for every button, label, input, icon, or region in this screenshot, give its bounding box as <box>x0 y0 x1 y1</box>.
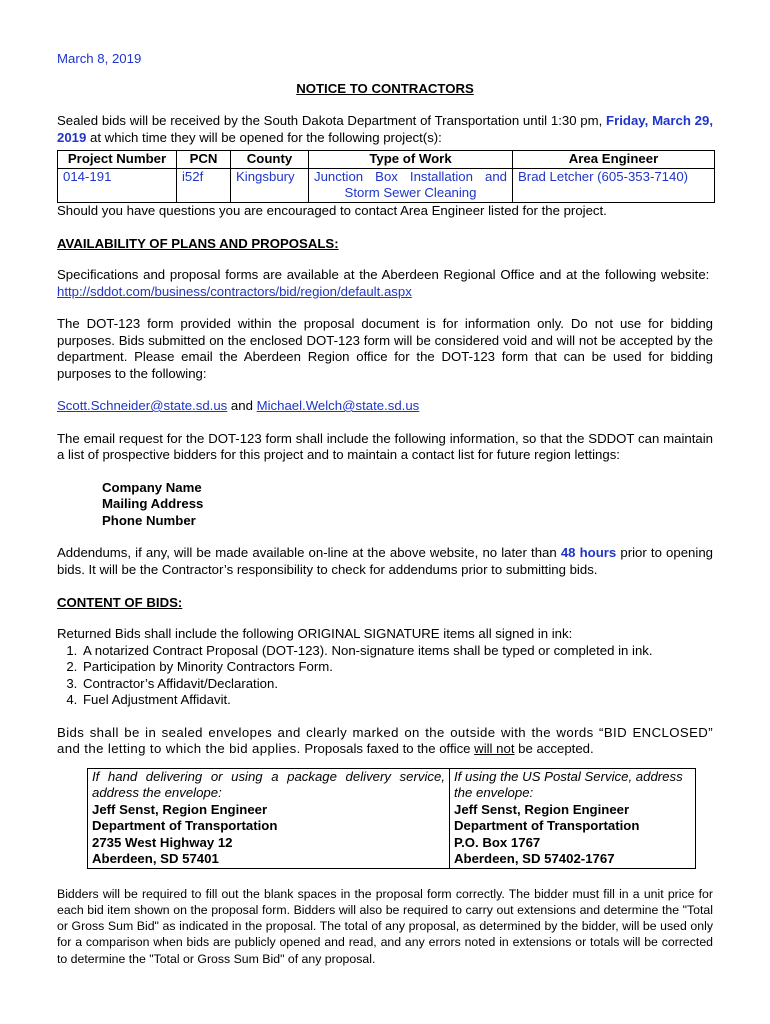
bid-items-list <box>57 643 713 709</box>
hand-delivery-cell <box>88 768 450 868</box>
dot123-paragraph: The DOT-123 form provided within the proposal document is for information only. Do not use for bidding purposes. Bids submitted on the enclosed DOT-123 form will be considered void and will not be accepted by the department. Please email the Aberdeen Region office for the DOT-123 form that can be used for bidding purposes to the following: <box>57 316 713 381</box>
website-link[interactable]: http://sddot.com/business/contractors/bid/region/default.aspx <box>57 283 412 299</box>
project-county: Kingsbury <box>231 168 309 202</box>
fax-text: Proposals faxed to the office <box>300 741 475 756</box>
document-page <box>57 50 713 967</box>
col-header-area-engineer: Area Engineer <box>513 151 715 169</box>
table-row <box>58 168 715 202</box>
project-pcn: i52f <box>177 168 231 202</box>
list-item: 3. Contractor’s Affidavit/Declaration. <box>81 676 713 693</box>
notice-date: March 8, 2019 <box>57 51 142 66</box>
content-intro: Returned Bids shall include the following ORIGINAL SIGNATURE items all signed in ink: <box>57 626 573 641</box>
address-line: Aberdeen, SD 57402-1767 <box>454 851 615 866</box>
col-header-project-number: Project Number <box>58 151 177 169</box>
col-header-type-of-work: Type of Work <box>309 151 513 169</box>
email-contacts <box>57 398 713 415</box>
will-not-text: will not <box>474 741 515 756</box>
bid-deadline: Friday, March 29, 2019 <box>57 113 714 145</box>
address-row <box>88 768 696 868</box>
list-item: Phone Number <box>102 512 196 528</box>
addenda-text: Addendums, if any, will be made available on-line at the above website, no later than <box>57 545 561 560</box>
hand-delivery-note: If hand delivering or using a package delivery service, address the envelope: <box>92 768 445 800</box>
availability-heading: AVAILABILITY OF PLANS AND PROPOSALS: <box>57 236 339 251</box>
postal-note: If using the US Postal Service, address the envelope: <box>454 768 683 800</box>
project-table <box>57 150 715 203</box>
address-line: Jeff Senst, Region Engineer <box>454 801 630 817</box>
questions-note: Should you have questions you are encouraged to contact Area Engineer listed for the project. <box>57 202 607 218</box>
sealed-text: Bids shall be in sealed envelopes and clearly marked on the outside with the words “BID ENCLOSED” and the letting to which the bid applies. <box>57 724 713 756</box>
project-table-header-row <box>58 151 715 169</box>
list-item: 2. Participation by Minority Contractors Form. <box>81 659 713 676</box>
addenda-text-end: prior to opening bids. It will be the Contractor’s responsibility to check for addendums prior to submitting bids. <box>57 545 713 577</box>
address-line: Jeff Senst, Region Engineer <box>92 801 268 817</box>
email-join-text: and <box>227 398 257 413</box>
email-link-schneider[interactable]: Scott.Schneider@state.sd.us <box>57 398 228 413</box>
addenda-paragraph <box>57 545 713 578</box>
intro-paragraph <box>57 113 713 146</box>
page-title: NOTICE TO CONTRACTORS <box>296 81 474 96</box>
list-item: Company Name <box>102 479 202 495</box>
address-line: P.O. Box 1767 <box>454 834 541 850</box>
address-table <box>87 768 696 869</box>
col-header-pcn: PCN <box>177 151 231 169</box>
sealed-envelope-paragraph <box>57 725 713 758</box>
intro-text: Sealed bids will be received by the South Dakota Department of Transportation until 1:30 pm, <box>57 113 607 128</box>
address-line: 2735 West Highway 12 <box>92 834 233 850</box>
project-type-of-work: Junction Box Installation and Storm Sewer Cleaning <box>309 168 513 202</box>
project-number: 014-191 <box>58 168 177 202</box>
content-heading: CONTENT OF BIDS: <box>57 595 183 610</box>
list-item: 1. A notarized Contract Proposal (DOT-123). Non-signature items shall be typed or completed in ink. <box>81 643 713 660</box>
address-line: Department of Transportation <box>454 818 640 833</box>
fax-text-end: be accepted. <box>514 741 594 756</box>
email-request-paragraph: The email request for the DOT-123 form shall include the following information, so that the SDDOT can maintain a list of prospective bidders for this project and to maintain a contact list for future region lettings: <box>57 430 713 462</box>
project-area-engineer: Brad Letcher (605-353-7140) <box>513 168 715 202</box>
specifications-text: Specifications and proposal forms are available at the Aberdeen Regional Office and at the following website: <box>57 267 710 282</box>
list-item: Mailing Address <box>102 496 204 511</box>
list-item: 4. Fuel Adjustment Affidavit. <box>81 692 713 709</box>
address-line: Aberdeen, SD 57401 <box>92 851 219 866</box>
closing-paragraph: Bidders will be required to fill out the blank spaces in the proposal form correctly. The bidder must fill in a unit price for each bid item shown on the proposal form. Bidders will also be required to carry out extensions and determine the "Total or Gross Sum Bid" as indicated in the proposal. The total of any proposal, as determined by the bidder, will be used only for a comparison when bids are publicly opened and read, and any errors noted in extensions or totals will be corrected to determine the "Total or Gross Sum Bid" of any proposal. <box>57 886 713 966</box>
email-link-welch[interactable]: Michael.Welch@state.sd.us <box>256 398 420 413</box>
required-info-list <box>102 480 713 530</box>
addenda-hours: 48 hours <box>560 545 617 560</box>
specifications-paragraph <box>57 267 713 300</box>
address-line: Department of Transportation <box>92 818 278 833</box>
intro-text-end: at which time they will be opened for the following project(s): <box>86 129 442 145</box>
col-header-county: County <box>231 151 309 169</box>
postal-cell <box>450 768 696 868</box>
